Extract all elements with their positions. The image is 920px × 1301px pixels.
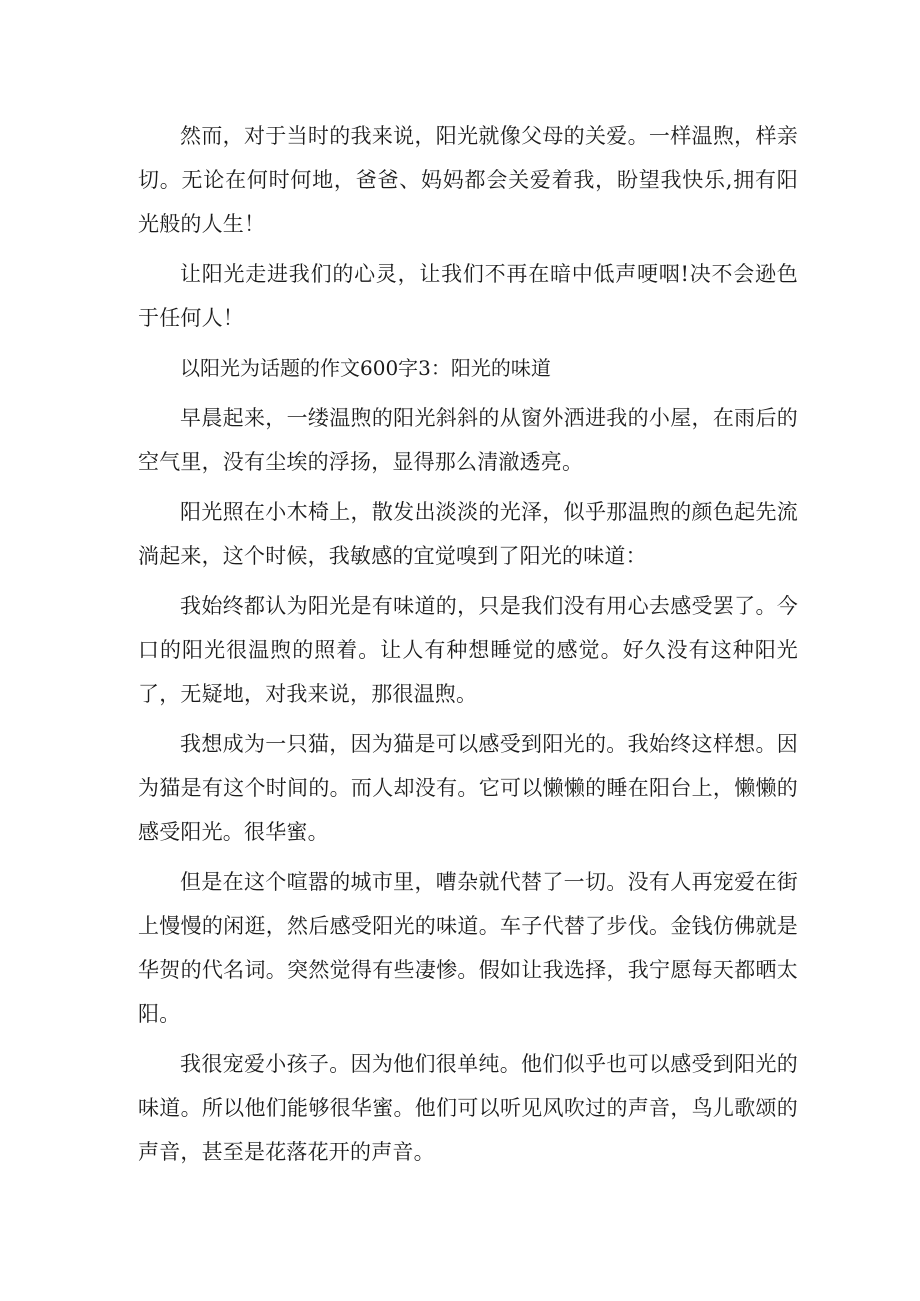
paragraph-taste-of-sun: 我始终都认为阳光是有味道的，只是我们没有用心去感受罢了。今口的阳光很温煦的照着。让人有种想睡觉的感觉。好久没有这种阳光了，无疑地，对我来说，那很温煦。 [138, 594, 798, 706]
essay-heading: 以阳光为话题的作文600字3：阳光的味道 [180, 356, 551, 380]
paragraph-children: 我很宠爱小孩子。因为他们很单纯。他们似乎也可以感受到阳光的味道。所以他们能够很华蜜。他们可以听见风吹过的声音，鸟儿歌颂的声音，甚至是花落花开的声音。 [138, 1052, 798, 1164]
paragraph-sunshine-heart: 让阳光走进我们的心灵，让我们不再在暗中低声哽咽!决不会逊色于任何人！ [138, 262, 798, 330]
paragraph-parental-love: 然而，对于当时的我来说，阳光就像父母的关爱。一样温煦，样亲切。无论在何时何地，爸爸、妈妈都会关爱着我，盼望我快乐,拥有阳光般的人生！ [138, 124, 798, 236]
paragraph-wooden-chair: 阳光照在小木椅上，散发出淡淡的光泽，似乎那温煦的颜色起先流淌起来，这个时候，我敏感的宜觉嗅到了阳光的味道： [138, 500, 798, 568]
paragraph-cat: 我想成为一只猫，因为猫是可以感受到阳光的。我始终这样想。因为猫是有这个时间的。而人却没有。它可以懒懒的睡在阳台上，懒懒的感受阳光。很华蜜。 [138, 732, 798, 844]
paragraph-city: 但是在这个喧嚣的城市里，嘈杂就代替了一切。没有人再宠爱在街上慢慢的闲逛，然后感受阳光的味道。车子代替了步伐。金钱仿佛就是华贺的代名词。突然觉得有些凄惨。假如让我选择，我宁愿每天都晒太阳。 [138, 870, 798, 1026]
paragraph-morning: 早晨起来，一缕温煦的阳光斜斜的从窗外洒进我的小屋，在雨后的空气里，没有尘埃的浮扬，显得那么清澈透亮。 [138, 406, 798, 474]
document-content [138, 114, 798, 1180]
